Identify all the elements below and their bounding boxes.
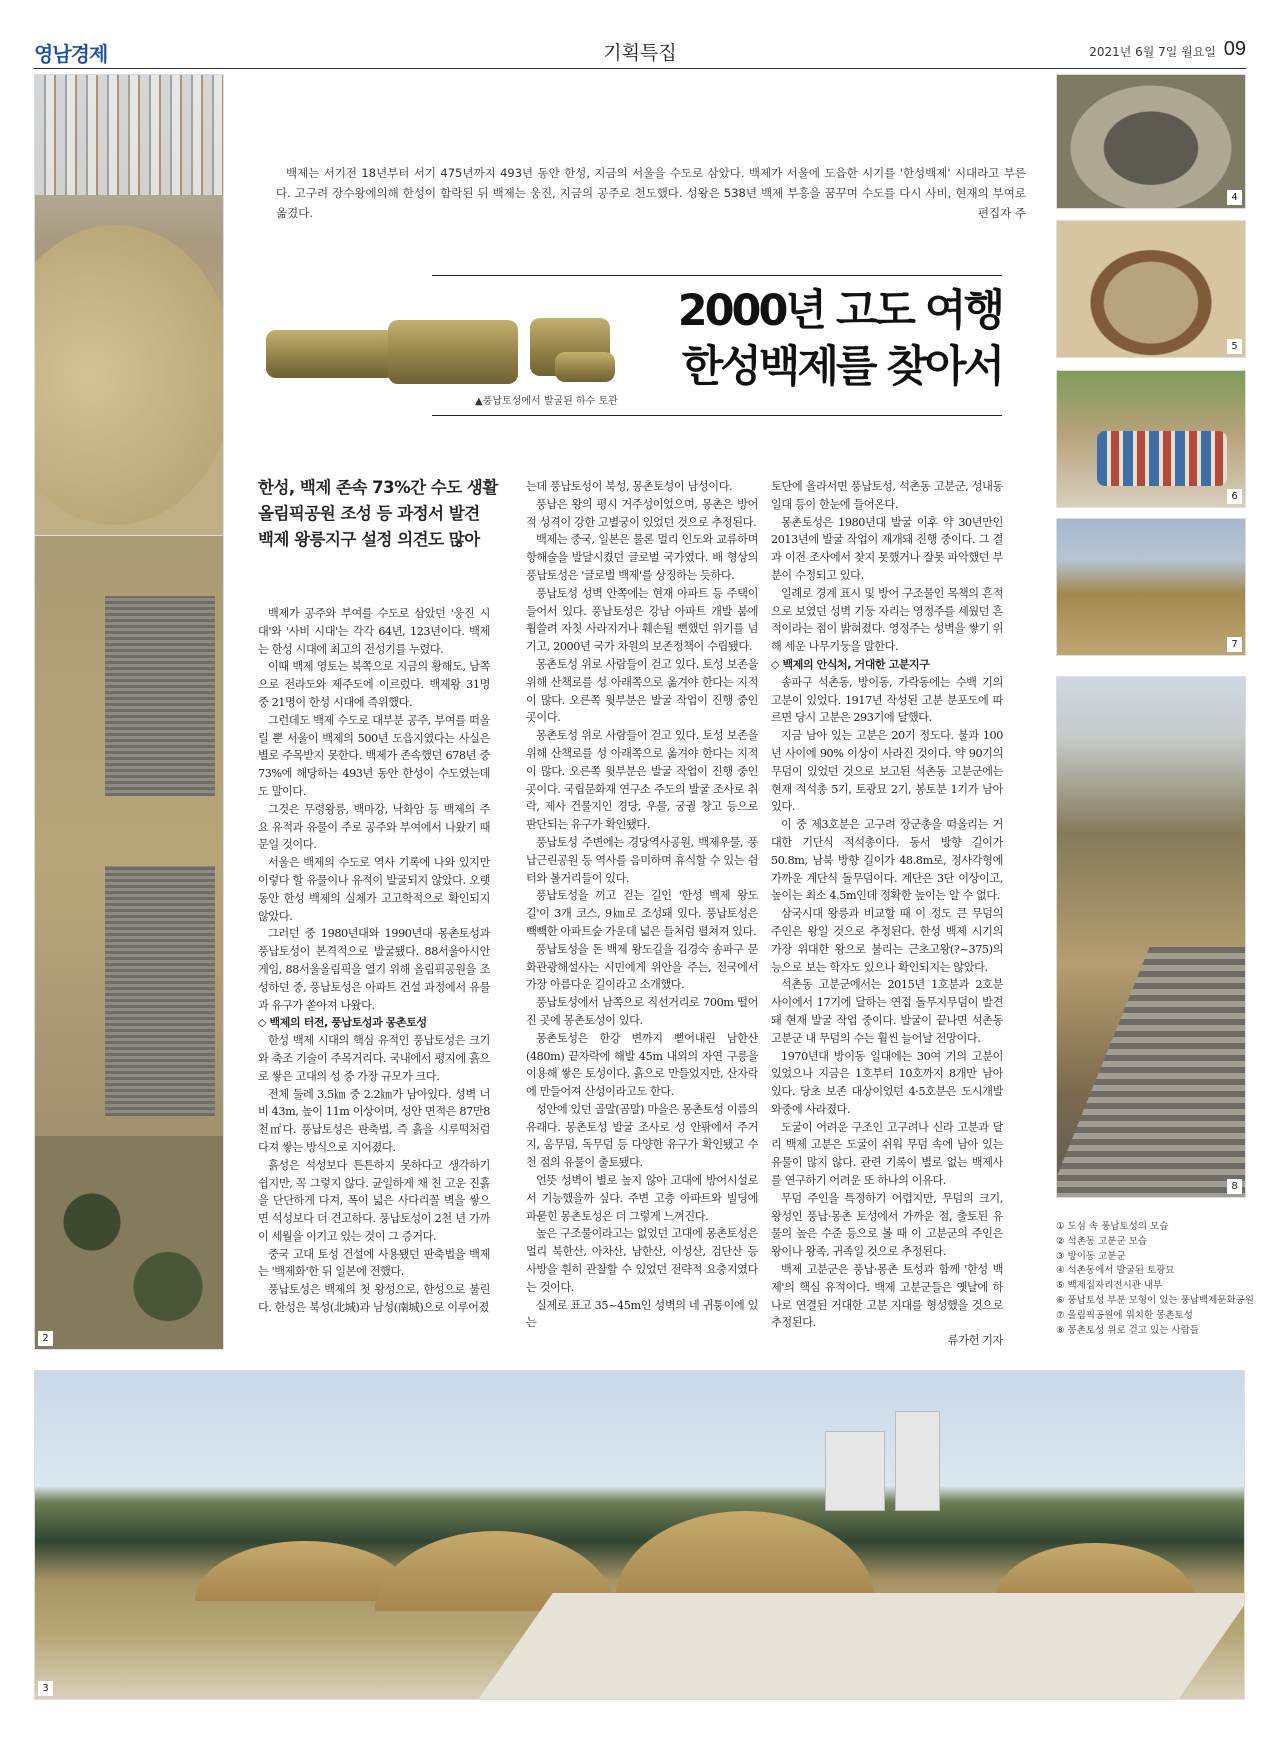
paragraph: 높은 구조물이라고는 없었던 고대에 몽촌토성은 멀리 북한산, 아차산, 남한산, 이성산, 검단산 등 사방을 훤히 관찰할 수 있었던 전략적 요충지였다는 것이다. — [526, 1227, 758, 1294]
photo-caption: ③ 방이동 고분군 — [1056, 1250, 1126, 1262]
section-subhead: ◇ 백제의 터전, 풍납토성과 몽촌토성 — [258, 1016, 427, 1030]
paragraph: 그런데도 백제 수도로 대부분 공주, 부여를 떠올릴 뿐 서울이 백제의 500년 도읍지였다는 사실은 별로 주목받지 못한다. 백제가 존속했던 678년 중 73%에 해당하는 493년 동안 한성이 수도였는데도 말이다. — [258, 713, 490, 798]
paragraph: 흙성은 석성보다 튼튼하지 못하다고 생각하기 쉽지만, 꼭 그렇지 않다. 균일하게 채 친 고운 진흙을 단단하게 다져, 폭이 넓은 사다리꼴 벽을 쌓으면 석성보다 더 견고하다. 풍납토성이 2천 년 가까이 세월을 이기고 있는 것이 그 증거다. — [258, 1158, 490, 1243]
photo-caption: ④ 석촌동에서 발굴된 토광묘 — [1056, 1265, 1175, 1277]
paragraph: 무덤 주인을 특정하기 어렵지만, 무덤의 크기, 왕성인 풍납·몽촌 토성에서 가까운 점, 출토된 유물의 높은 수준 등으로 볼 때 이 고분군의 주인은 왕이나 왕족, 귀족일 것으로 추정된다. — [771, 1191, 1003, 1259]
photo-mongchon-fortress — [1056, 518, 1246, 656]
paragraph: 몽촌토성 위로 사람들이 걷고 있다. 토성 보존을 위해 산책로를 성 아래쪽으로 옮겨야 한다는 지적이 많다. 오른쪽 윗부분은 발굴 작업이 진행 중인 곳이다. — [526, 657, 758, 725]
paragraph: 중국 고대 토성 건설에 사용됐던 판축법을 백제는 '백제화'한 뒤 일본에 전했다. — [258, 1247, 490, 1279]
paragraph: 지금 남아 있는 고분은 20기 정도다. 불과 100년 사이에 90% 이상이 사라진 것이다. 약 90기의 무덤이 있었던 것으로 보고된 석촌동 고분군에는 현재 적석총 5기, 토광묘 2기, 봉토분 1기가 남아있다. — [771, 729, 1003, 814]
headline-line1: 2000년 고도 여행 — [677, 286, 1002, 336]
article-column-1 — [258, 605, 490, 1350]
photo-culture-park-model — [1056, 370, 1246, 508]
earthen-wall-graphic — [34, 225, 224, 525]
paragraph: 풍납은 왕의 평시 거주성이었으며, 몽촌은 방어적 성격이 강한 고별궁이 있었던 것으로 추정된다. — [526, 497, 758, 529]
pipe-piece — [388, 320, 518, 384]
building-graphic — [825, 1431, 885, 1511]
photo-number: 2 — [38, 1331, 53, 1346]
subheadline — [258, 475, 508, 553]
photo-bangi-tombs — [34, 1370, 1245, 1700]
photo-walkers-on-wall — [1056, 676, 1246, 1198]
newspaper-logo[interactable]: 영남경제 — [34, 44, 108, 66]
photo-caption: ⑤ 백제집자리전시관 내부 — [1056, 1280, 1163, 1292]
pipe-piece — [266, 330, 396, 378]
mosaic-model-graphic — [1097, 431, 1227, 486]
intro-text: 백제는 서기전 18년부터 서기 475년까지 493년 동안 한성, 지금의 서울을 수도로 삼았다. 백제가 서울에 도읍한 시기를 '한성백제' 시대라고 부른다. 고구려 장수왕에의해 한성이 함락된 뒤 백제는 웅진, 지금의 공주로 천도했다. 성왕은 538년 백제 부흥을 꿈꾸며 수도를 다시 사비, 현재의 부여로 옮겼다. — [276, 166, 1026, 220]
section-title: 기획특집 — [603, 42, 677, 64]
headline — [678, 283, 1002, 395]
photo-exhibition-hall — [1056, 220, 1246, 358]
paragraph: 성안에 있던 골말(곰말) 마을은 몽촌토성 이름의 유래다. 몽촌토성 발굴 조사로 성 안팎에서 주거지, 움무덤, 독무덤 등 다양한 유구가 확인됐고 수천 점의 유물이 출토됐다. — [526, 1102, 758, 1170]
photo-number: 7 — [1227, 637, 1242, 652]
photo-number: 4 — [1227, 190, 1242, 205]
editor-intro — [276, 163, 1026, 223]
paragraph: 몽촌토성은 1980년대 발굴 이후 약 30년만인 2013년에 발굴 작업이 재개돼 진행 중이다. 그 결과 이전 조사에서 찾지 못했거나 잘못 파악했던 부분이 수정되고 있다. — [771, 515, 1003, 582]
burial-mound — [615, 1511, 875, 1601]
subhead-line: 올림픽공원 조성 등 과정서 발견 — [258, 504, 480, 523]
photo-seokchon-tombs — [34, 535, 224, 1350]
headline-line2: 한성백제를 찾아서 — [681, 342, 1002, 392]
page-number: 09 — [1223, 38, 1246, 60]
headline-rule-top — [432, 275, 1002, 276]
paragraph: 한성 백제 시대의 핵심 유적인 풍납토성은 크기와 축조 기술이 주목거리다. 국내에서 평지에 흙으로 쌓은 고대의 성 중 가장 규모가 크다. — [258, 1034, 490, 1083]
photo-caption-list — [1056, 1220, 1256, 1338]
photo-caption: ② 석촌동 고분군 모습 — [1056, 1235, 1147, 1247]
paragraph: 일례로 경계 표시 및 방어 구조물인 목책의 흔적으로 보였던 성벽 기둥 자리는 영정주를 세웠던 흔적이라는 점이 밝혀졌다. 영정주는 성벽을 쌓기 위해 세운 나무기둥을 말한다. — [771, 586, 1003, 654]
artifact-caption: ▲풍납토성에서 발굴된 하수 토관 — [475, 396, 618, 407]
wooden-stairs-graphic — [1056, 947, 1246, 1198]
editor-note: 편집자 주 — [977, 206, 1026, 220]
paragraph: 이 중 제3호분은 고구려 장군총을 떠올리는 거대한 기단식 적석총이다. 동서 방향 길이가 50.8m, 남북 방향 길이가 48.8m로, 정사각형에 가까운 계단식 돌무덤이다. 계단은 3단 이상이고, 높이는 최소 4.5m인데 정확한 높이는 알 수 없다. — [771, 818, 1003, 903]
paragraph: 몽촌토성 위로 사람들이 걷고 있다. 토성 보존을 위해 산책로를 성 아래쪽으로 옮겨야 한다는 지적이 많다. 오른쪽 윗부분은 발굴 작업이 진행 중인 곳이다. 국립문화재 연구소 주도의 발굴 조사로 취락, 제사 건물지인 경당, 우물, 궁궐 창고 등으로 판단되는 유구가 확인됐다. — [526, 729, 758, 832]
photo-caption: ① 도심 속 풍납토성의 모습 — [1056, 1221, 1169, 1232]
paragraph: 송파구 석촌동, 방이동, 가락동에는 수백 기의 고분이 있었다. 1917년 작성된 고분 분포도에 따르면 당시 고분은 293기에 달했다. — [771, 675, 1003, 725]
paragraph: 그것은 무령왕릉, 백마강, 낙화암 등 백제의 주요 유적과 유물이 주로 공주와 부여에서 나왔기 때문일 것이다. — [258, 802, 490, 852]
paragraph: 삼국시대 왕릉과 비교할 때 이 정도 큰 무덤의 주인은 왕일 것으로 추정된다. 한성 백제 시기의 가장 위대한 왕으로 불리는 근초고왕(?~375)의 능으로 보는 학자도 있으나 확인되지는 않았다. — [771, 907, 1003, 974]
section-subhead: ◇ 백제의 안식처, 거대한 고분지구 — [771, 657, 930, 671]
pipe-piece — [555, 352, 615, 382]
walking-path — [477, 1593, 1245, 1700]
paragraph: 그러던 중 1980년대와 1990년대 몽촌토성과 풍납토성이 본격적으로 발굴됐다. 88서울아시안게임, 88서울올림픽을 열기 위해 올림픽공원을 조성하던 중, 풍납토성은 아파트 건설 과정에서 유물과 유구가 쏟아져 나왔다. — [258, 927, 490, 1012]
publication-date: 2021년 6월 7일 월요일 — [1089, 45, 1216, 59]
subhead-line: 한성, 백제 존속 73%간 수도 생활 — [258, 478, 498, 497]
paragraph: 전체 둘레 3.5㎞ 중 2.2㎞가 남아있다. 성벽 너비 43m, 높이 11m 이상이며, 성안 면적은 87만8천㎡다. 풍납토성은 판축법, 즉 흙을 시루떡처럼 다져 쌓는 방식으로 지어졌다. — [258, 1087, 490, 1154]
photo-caption: ⑧ 몽촌토성 위로 걷고 있는 사람들 — [1056, 1324, 1199, 1336]
photo-caption: ⑥ 풍납토성 부분 모형이 있는 풍납백제문화공원 — [1056, 1294, 1254, 1306]
photo-number: 8 — [1227, 1179, 1242, 1194]
headline-rule-bottom — [432, 415, 1002, 416]
masthead — [0, 0, 1280, 66]
paragraph: 풍납토성은 백제의 첫 왕성으로, 한성으로 불린다. 한성은 북성(北城)과 남성(南城)으로 이루어졌 — [258, 1283, 490, 1315]
masthead-divider — [34, 68, 1246, 69]
paragraph: 풍납토성 성벽 안쪽에는 현재 아파트 등 주택이 들어서 있다. 풍납토성은 강남 아파트 개발 붐에 휩쓸려 자칫 사라지거나 훼손될 뻔했던 위기를 넘기고, 2000년 국가 차원의 보존정책이 수립됐다. — [526, 586, 758, 654]
photo-number: 6 — [1227, 489, 1242, 504]
city-buildings-graphic — [35, 75, 224, 195]
article-column-3 — [771, 478, 1003, 1350]
article-column-2 — [526, 478, 758, 1350]
photo-caption: ⑦ 올림픽공원에 위치한 몽촌토성 — [1056, 1309, 1193, 1321]
paragraph: 토단에 올라서면 풍납토성, 석촌동 고분군, 성내동 일대 등이 한눈에 들어온다. — [771, 480, 1003, 511]
paragraph: 풍납토성을 돈 백제 왕도길을 김경숙 송파구 문화관광해설사는 시민에게 위안을 주는, 전국에서 가장 아름다운 길이라고 소개했다. — [526, 942, 758, 992]
paragraph: 백제는 중국, 일본은 물론 멀리 인도와 교류하며 항해술을 발달시켰던 글로벌 국가였다. 배 형상의 풍납토성은 '글로벌 백제'를 상징하는 듯하다. — [526, 533, 758, 582]
trees-graphic — [35, 1136, 224, 1350]
stone-tomb-graphic — [105, 596, 215, 796]
paragraph: 실제로 표고 35~45m인 성벽의 네 귀퉁이에 있는 — [526, 1298, 758, 1330]
paragraph: 몽촌토성은 한강 변까지 뻗어내린 남한산(480m) 끝자락에 해발 45m 내외의 자연 구릉을 이용해 쌓은 토성이다. 흙으로 만들었지만, 산자락에 만들어져 산성이라고도 한다. — [526, 1031, 758, 1099]
paragraph: 도굴이 어려운 구조인 고구려나 신라 고분과 달리 백제 고분은 도굴이 쉬워 무덤 속에 남아 있는 유물이 많지 않다. 관련 기록이 별로 없는 백제사를 연구하기 어려운 또 하나의 이유다. — [771, 1120, 1003, 1188]
paragraph: 서울은 백제의 수도로 역사 기록에 나와 있지만 이렇다 할 유물이나 유적이 발굴되지 않았다. 오랫동안 한성 백제의 실체가 고고학적으로 확인되지 않았다. — [258, 856, 490, 923]
photo-tomb-excavation — [1056, 74, 1246, 209]
byline: 류가헌 기자 — [947, 1334, 1003, 1348]
subhead-line: 백제 왕릉지구 설정 의견도 많아 — [258, 530, 480, 549]
paragraph: 이때 백제 영토는 북쪽으로 지금의 황해도, 남쪽으로 전라도와 제주도에 이르렀다. 백제왕 31명 중 21명이 한성 시대에 즉위했다. — [258, 660, 490, 709]
paragraph: 백제 고분군은 풍납·몽촌 토성과 함께 '한성 백제'의 핵심 유적이다. 백제 고분군들은 옛날에 하나로 연결된 거대한 고분 지대를 형성했을 것으로 추정된다. — [771, 1263, 1003, 1330]
paragraph: 풍납토성을 끼고 걷는 길인 '한성 백제 왕도길'이 3개 코스, 9㎞로 조성돼 있다. 풍납토성은 빽빽한 아파트숲 가운데 넓은 들처럼 펼쳐져 있다. — [526, 889, 758, 938]
paragraph: 풍납토성에서 남쪽으로 직선거리로 700m 떨어진 곳에 몽촌토성이 있다. — [526, 996, 758, 1027]
stone-tomb-graphic — [105, 866, 215, 1116]
paragraph: 언뜻 성벽이 별로 높지 않아 고대에 방어시설로서 기능했을까 싶다. 주변 고층 아파트와 빌딩에 파묻힌 몽촌토성은 더 그렇게 느껴진다. — [526, 1174, 758, 1223]
photo-number: 3 — [38, 1681, 53, 1696]
paragraph: 석촌동 고분군에서는 2015년 1호분과 2호분 사이에서 17기에 달하는 연접 돌무지무덤이 발견돼 현재 발굴 작업 중이다. 발굴이 끝나면 석촌동 고분군 내 무덤의 수는 훨씬 늘어날 전망이다. — [771, 978, 1003, 1045]
paragraph: 1970년대 방이동 일대에는 30여 기의 고분이 있었으나 지금은 1호부터 10호까지 8개만 남아 있다. 당초 보존 대상이었던 4·5호분은 도시개발 와중에 사라졌다. — [771, 1049, 1003, 1116]
photo-number: 5 — [1227, 339, 1242, 354]
building-graphic — [895, 1411, 940, 1511]
paragraph: 백제가 공주와 부여를 수도로 삼았던 '웅진 시대'와 '사비 시대'는 각각 64년, 123년이다. 백제는 한성 시대에 최고의 전성기를 누렸다. — [258, 607, 490, 656]
paragraph: 풍납토성 주변에는 경당역사공원, 백제우물, 풍납근린공원 등 역사를 음미하며 휴식할 수 있는 쉼터와 볼거리들이 있다. — [526, 835, 758, 885]
paragraph: 는데 풍납토성이 북성, 몽촌토성이 남성이다. — [526, 480, 733, 493]
